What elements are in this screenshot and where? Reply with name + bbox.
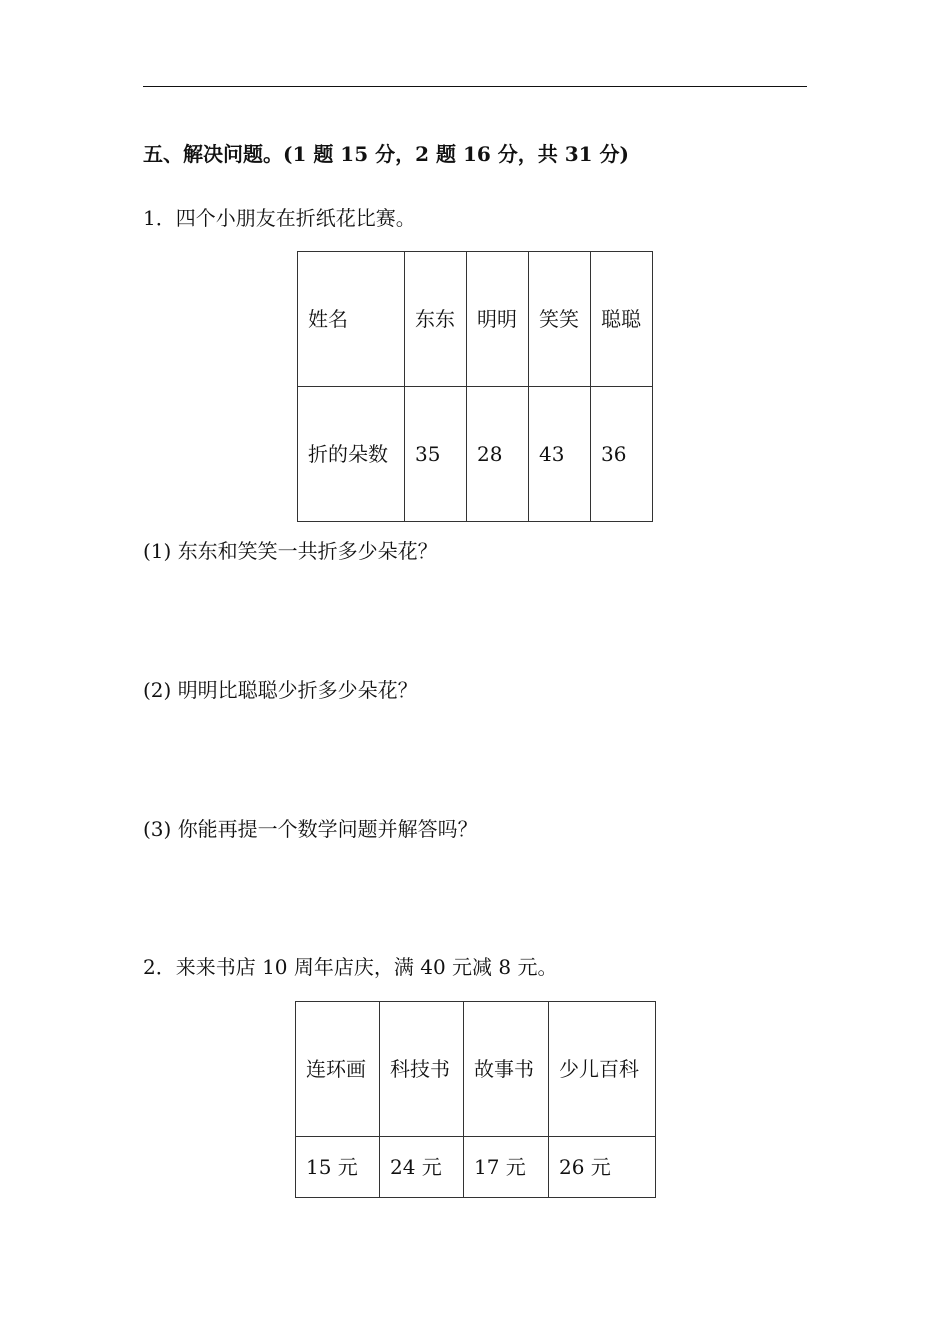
question-2: (2) 明明比聪聪少折多少朵花？ (143, 678, 418, 702)
table-row (298, 387, 653, 522)
table-cell: 少儿百科 (549, 1002, 656, 1137)
table-cell: 科技书 (380, 1002, 464, 1137)
table-cell: 聪聪 (591, 252, 653, 387)
table-cell: 故事书 (464, 1002, 549, 1137)
table-cell: 连环画 (296, 1002, 380, 1137)
problem1-prompt: 1．四个小朋友在折纸花比赛。 (143, 206, 416, 230)
table-cell: 明明 (467, 252, 529, 387)
table-row (296, 1002, 656, 1137)
question-1: (1) 东东和笑笑一共折多少朵花？ (143, 539, 438, 563)
question-3: (3) 你能再提一个数学问题并解答吗？ (143, 817, 478, 841)
table-cell: 35 (405, 387, 467, 522)
table-cell: 东东 (405, 252, 467, 387)
table-cell: 17 元 (464, 1137, 549, 1198)
table-cell: 笑笑 (529, 252, 591, 387)
table-cell: 26 元 (549, 1137, 656, 1198)
table-row (298, 252, 653, 387)
table-cell: 折的朵数 (298, 387, 405, 522)
section-heading: 五、解决问题。(1 题 15 分，2 题 16 分，共 31 分) (143, 142, 629, 166)
table-cell: 28 (467, 387, 529, 522)
table-row (296, 1137, 656, 1198)
problem2-prompt: 2．来来书店 10 周年店庆，满 40 元减 8 元。 (143, 955, 558, 979)
problem2-table (295, 1001, 656, 1198)
problem1-table (297, 251, 653, 522)
table-cell: 姓名 (298, 252, 405, 387)
table-cell: 36 (591, 387, 653, 522)
top-rule (143, 86, 807, 87)
table-cell: 43 (529, 387, 591, 522)
table-cell: 24 元 (380, 1137, 464, 1198)
table-cell: 15 元 (296, 1137, 380, 1198)
